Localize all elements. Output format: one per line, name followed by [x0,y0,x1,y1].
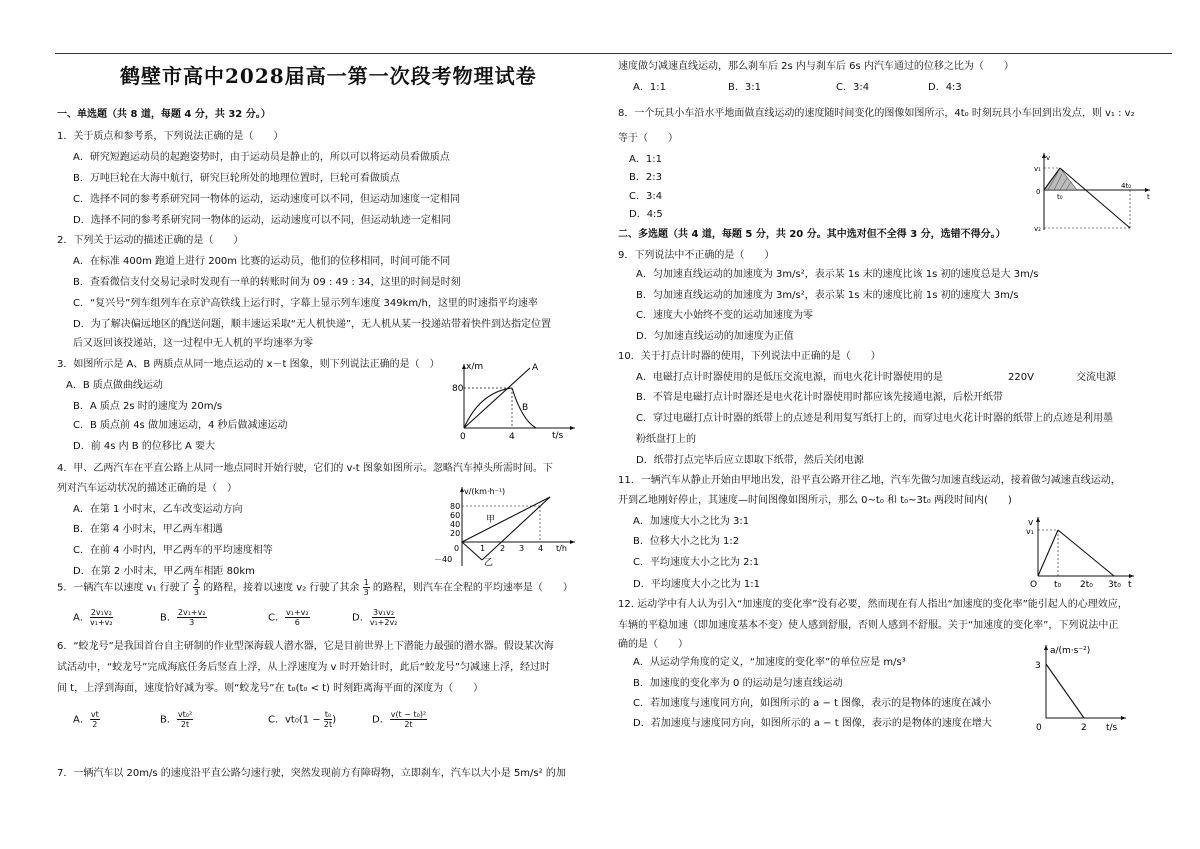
q3-stem: 3．如图所示是 A、B 两质点从同一地点运动的 x－t 图象，则下列说法正确的是（ ） [57,359,440,370]
section-multi-choice: 二、多选题（共 4 道，每题 5 分，共 20 分。其中选对但不全得 3 分，选错不得分。） [618,229,1006,240]
q12-option-c: C．若加速度与速度同方向，如图所示的 a − t 图像，表示的是物体的速度在减小 [633,698,992,709]
q12-option-b: B．加速度的变化率为 0 的运动是匀速直线运动 [633,678,843,689]
q1-stem: 1．关于质点和参考系，下列说法正确的是（ ） [57,131,284,142]
q4-graph-origin: 0 [454,544,460,553]
q5-option-a: A． $\frac{\text{2v₁v₂}}{\text{v₁+v₂}}$ [73,608,113,627]
q4-graph-y80: 80 [450,502,461,511]
q7-line2: 速度做匀减速直线运动，那么刹车后 2s 内与刹车后 6s 内汽车通过的位移之比为（ ） [618,61,1014,72]
q8-graph-t0: t₀ [1057,193,1063,201]
q4-graph-x4: 4 [538,544,544,553]
q4-graph-x1: 1 [480,544,486,553]
q8-graph-4t0: 4t₀ [1121,182,1132,190]
q2-option-d: D．为了解决偏远地区的配送问题，顺丰速运采取“无人机快递”，无人机从某一投递站带着快件到达指定位置 [73,319,552,330]
q3-option-a: A．B 质点做曲线运动 [66,380,163,391]
q4-option-a: A．在第 1 小时末，乙车改变运动方向 [73,504,243,515]
q6-option-c: C．vt₀(1 − $\frac{\text{t₀}}{2t}$ ) [268,710,337,729]
q12-graph-ylabel: a/(m·s⁻²) [1050,646,1091,656]
q11-option-b: B．位移大小之比为 1:2 [633,536,740,547]
q12-line2: 车辆的平稳加速（即加速度基本不变）使人感到舒服，否则人感到不舒服。关于“加速度的变化率”，下列说法中正 [618,620,1119,631]
q11-graph-ylabel: v [1028,518,1034,528]
q11-graph-xlabel: t [1128,580,1132,590]
q4-graph-label-yi: 乙 [484,558,494,568]
q8-vt-graph [1030,150,1155,232]
q12-option-d: D．若加速度与速度同方向，如图所示的 a − t 图像，表示的是物体的速度在增大 [633,718,992,729]
q8-line2: 等于（ ） [618,133,678,144]
q9-option-a: A．匀加速直线运动的加速度为 3m/s²，表示某 1s 末的速度比该 1s 初的速度总是大 3m/s [636,269,1039,280]
q11-line1: 11．一辆汽车从静止开始由甲地出发，沿平直公路开往乙地，汽车先做匀加速直线运动，接着做匀减速直线运动， [618,475,1121,486]
q9-option-d: D．匀加速直线运动的加速度为正值 [636,331,794,342]
q1-option-a: A．研究短跑运动员的起跑姿势时，由于运动员是静止的，所以可以将运动员看做质点 [73,152,450,163]
q12-graph-y3: 3 [1035,661,1041,671]
q6-line1: 6．“蛟龙号”是我国首台自主研制的作业型深海载人潜水器，它是目前世界上下潜能力最强的潜水器。假设某次海 [57,641,554,652]
q8-option-d: D．4:5 [629,209,663,220]
q7-option-d: D．4:3 [928,82,962,93]
q11-option-c: C．平均速度大小之比为 2:1 [633,557,760,568]
q4-stem: 4．甲、乙两汽车在平直公路上从同一地点同时开始行驶，它们的 v-t 图象如图所示。忽略汽车掉头所需时间。下 [57,463,553,474]
q3-option-b: B．A 质点 2s 时的速度为 20m/s [73,401,223,412]
q6-line2: 试活动中，“蛟龙号”完成海底任务后竖直上浮，从上浮速度为 v 时开始计时，此后“蛟龙号”匀减速上浮，经过时 [57,662,550,673]
q10-option-c-cont: 粉纸盘打上的 [636,434,696,445]
q3-graph-label-a: A [532,363,539,373]
q12-line3: 确的是（ ） [618,639,688,650]
q8-option-a: A．1:1 [629,154,662,165]
q4-option-c: C．在前 4 小时内，甲乙两车的平均速度相等 [73,545,273,556]
q11-option-a: A．加速度大小之比为 3:1 [633,516,750,527]
q8-graph-xlabel: t [1147,193,1150,201]
q12-graph-xlabel: t/s [1106,723,1118,733]
q8-option-c: C．3:4 [629,191,663,202]
q5-option-b: B． $\frac{\text{2v₁+v₂}}{3}$ [160,608,206,627]
q10-option-a-end: 交流电源 [1076,372,1116,383]
q8-line1: 8．一个玩具小车沿水平地面做直线运动的速度随时间变化的图像如图所示，4t₀ 时刻玩具小车回到出发点，则 v₁ : v₂ [618,108,1135,119]
q12-line1: 12. 运动学中有人认为引入“加速度的变化率”没有必要，然而现在有人指出“加速度的变化率”能引起人的心理效应， [618,599,1128,610]
q2-option-b: B．查看微信支付交易记录时发现有一单的转账时间为 09 : 49 : 34，这里的时间是时刻 [73,277,461,288]
q2-option-d-cont: 后又返回该投递站，这一过程中无人机的平均速率为零 [73,338,313,349]
q3-option-d: D．前 4s 内 B 的位移比 A 要大 [73,441,216,452]
exam-title: 鹤壁市高中2028届高一第一次段考物理试卷 [120,64,537,88]
q11-graph-origin: O [1030,580,1038,590]
q2-stem: 2．下列关于运动的描述正确的是（ ） [57,235,244,246]
q9-option-c: C．速度大小始终不变的运动加速度为零 [636,310,813,321]
q4-graph-x2: 2 [500,544,506,553]
q4-graph-yn40: －40 [434,555,453,564]
q12-at-graph [1030,642,1130,734]
q11-graph-v1: v₁ [1026,527,1034,536]
q3-graph-y80: 80 [452,384,464,394]
q4-graph-x3: 3 [519,544,525,553]
q3-graph-origin: 0 [460,432,466,442]
q11-vt-graph [1024,514,1139,590]
q11-line2: 开到乙地刚好停止，其速度—时间图像如图所示，那么 0~t₀ 和 t₀~3t₀ 两段时间内( ) [618,495,1012,506]
q4-option-b: B．在第 4 小时末，甲乙两车相遇 [73,524,223,535]
q12-graph-origin: 0 [1036,723,1042,733]
q4-graph-y20: 20 [450,529,461,538]
section-single-choice: 一、单选题（共 8 道，每题 4 分，共 32 分。） [57,109,271,120]
q4-stem-cont: 列对汽车运动状况的描述正确的是（ ） [57,483,237,494]
q8-graph-origin: 0 [1036,188,1041,196]
q2-option-c: C．“复兴号”列车组列车在京沪高铁线上运行时，字幕上显示列车速度 349km/h，这里的时速指平均速率 [73,298,538,309]
q4-vt-graph [430,484,580,570]
q10-option-a: A．电磁打点计时器使用的是低压交流电源，而电火花计时器使用的是 [636,372,943,383]
q3-graph-ylabel: x/m [466,362,484,372]
q9-option-b: B．匀加速直线运动的加速度为 3m/s²，表示某 1s 末的速度比前 1s 初的速度大 3m/s [636,290,1019,301]
q10-option-c: C．穿过电磁打点计时器的纸带上的点迹是利用复写纸打上的，而穿过电火花计时器的纸带上的点迹是利用墨 [636,413,1113,424]
q3-option-c: C．B 质点前 4s 做加速运动，4 秒后做减速运动 [73,420,288,431]
q10-option-d: D．纸带打点完毕后应立即取下纸带，然后关闭电源 [636,455,864,466]
q8-graph-v2: v₂ [1034,225,1041,232]
q12-option-a: A．从运动学角度的定义，“加速度的变化率”的单位应是 m/s³ [633,657,906,668]
q3-xt-graph [440,360,580,442]
q12-graph-x2: 2 [1081,723,1087,733]
header-rule [55,53,1172,54]
q7-option-a: A．1:1 [633,82,666,93]
q11-graph-2t0: 2t₀ [1080,580,1093,590]
q6-option-a: A． $\frac{vt}{2}$ [73,710,99,729]
q4-graph-xlabel: t/h [556,544,567,553]
q2-option-a: A．在标准 400m 跑道上进行 200m 比赛的运动员，他们的位移相同，时间可能不同 [73,256,451,267]
q4-graph-label-jia: 甲 [486,515,496,525]
q9-stem: 9．下列说法中不正确的是（ ） [618,250,775,261]
q4-graph-ylabel: v/(km·h⁻¹) [464,487,506,496]
q10-option-b: B．不管是电磁打点计时器还是电火花计时器使用时都应该先接通电源，后松开纸带 [636,392,1003,403]
q3-graph-x4: 4 [509,432,515,442]
q8-graph-v1: v₁ [1034,165,1041,173]
q11-graph-3t0: 3t₀ [1108,580,1121,590]
q5-stem: 5．一辆汽车以速度 v₁ 行驶了 $\frac{2}{3}$ 的路程，接着以速度 v₂ 行驶了其余 $\frac{1}{3}$ 的路程，则汽车在全程的平均速率是（ ） [57,578,573,597]
q1-option-d: D．选择不同的参考系研究同一物体的运动，运动速度可以不同，但运动轨迹一定相同 [73,215,451,226]
q10-option-a-voltage: 220V [1008,372,1034,383]
q7-line1: 7．一辆汽车以 20m/s 的速度沿平直公路匀速行驶，突然发现前方有障碍物，立即刹车，汽车以大小是 5m/s² 的加 [57,768,566,779]
q3-graph-xlabel: t/s [552,431,564,441]
q11-graph-t0: t₀ [1054,580,1062,590]
q3-graph-label-b: B [522,403,529,413]
q6-option-b: B． $\frac{\text{vt₀²}}{2t}$ [160,710,193,729]
q10-stem: 10．关于打点计时器的使用，下列说法中正确的是（ ） [618,351,881,362]
q6-line3: 间 t，上浮到海面，速度恰好减为零。则“蛟龙号”在 t₀(t₀ < t) 时刻距离海平面的深度为（ ） [57,683,484,694]
q4-graph-y40: 40 [450,520,461,529]
q7-option-b: B．3:1 [728,82,761,93]
q5-option-c: C． $\frac{\text{v₁+v₂}}{6}$ [268,608,309,627]
q7-option-c: C．3:4 [836,82,870,93]
q1-option-c: C．选择不同的参考系研究同一物体的运动，运动速度可以不同，但运动加速度一定相同 [73,194,460,205]
q4-graph-y60: 60 [450,511,461,520]
q6-option-d: D． $\frac{\text{v(t − t₀)²}}{2t}$ [372,710,427,729]
q4-option-d: D．在第 2 小时末，甲乙两车相距 80km [73,566,255,577]
q8-option-b: B．2:3 [629,172,662,183]
q5-option-d: D． $\frac{\text{3v₁v₂}}{\text{v₁+2v₂}}$ [352,608,398,627]
q1-option-b: B．万吨巨轮在大海中航行，研究巨轮所处的地理位置时，巨轮可看做质点 [73,173,400,184]
q8-graph-ylabel: v [1046,154,1051,162]
q11-option-d: D．平均速度大小之比为 1:1 [633,579,760,590]
